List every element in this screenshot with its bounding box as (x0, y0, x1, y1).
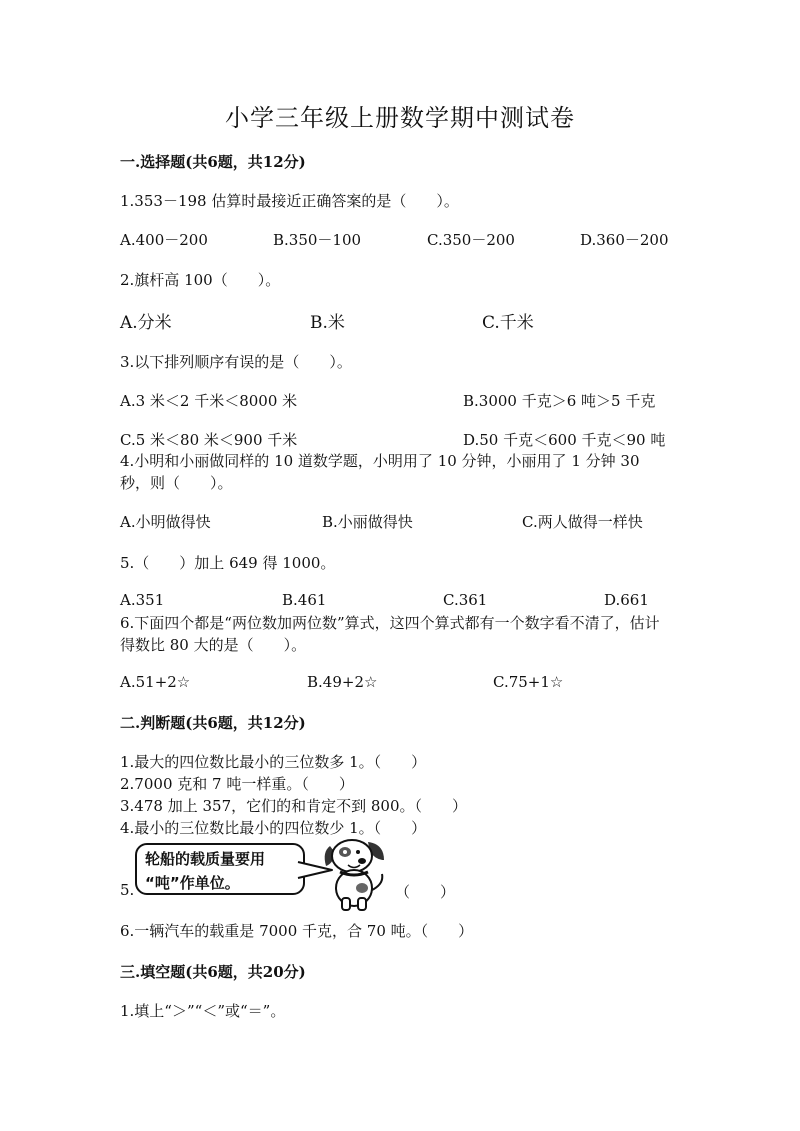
s1-q1-option-d: D.360－200 (580, 231, 669, 249)
speech-bubble-line1: 轮船的载质量要用 (145, 850, 266, 868)
s2-q5-answer-paren: （ ） (395, 883, 456, 901)
s1-q6-option-b: B.49+2☆ (307, 673, 378, 691)
s1-q4-text: 4.小明和小丽做同样的 10 道数学题，小明用了 10 分钟，小丽用了 1 分钟 30 秒，则（ ）。 (120, 452, 640, 492)
s3-q1-text: 1.填上“＞”“＜”或“＝”。 (120, 1002, 286, 1020)
s1-q4-option-b: B.小丽做得快 (322, 513, 413, 531)
s1-q3-option-d: D.50 千克＜600 千克＜90 吨 (463, 431, 666, 449)
s1-q2-text: 2.旗杆高 100（ ）。 (120, 271, 281, 289)
s1-q4-option-a: A.小明做得快 (120, 513, 211, 531)
s1-q6-option-c: C.75+1☆ (493, 673, 564, 691)
cartoon-dog-icon (318, 832, 390, 912)
s1-q2-option-b: B.米 (310, 313, 345, 333)
s1-q4-option-c: C.两人做得一样快 (522, 513, 643, 531)
s2-q4-text: 4.最小的三位数比最小的四位数少 1。（ ） (120, 819, 427, 837)
s2-q6-text: 6.一辆汽车的载重是 7000 千克，合 70 吨。（ ） (120, 922, 474, 940)
s1-q6-text: 6.下面四个都是“两位数加两位数”算式，这四个算式都有一个数字看不清了，估计得数比 80 大的是（ ）。 (120, 614, 660, 654)
s1-q5-option-d: D.661 (604, 591, 649, 609)
s2-q5-number: 5. (120, 881, 135, 899)
s1-q1-text: 1.353－198 估算时最接近正确答案的是（ ）。 (120, 192, 459, 210)
s2-q2-text: 2.7000 克和 7 吨一样重。（ ） (120, 775, 354, 793)
s1-q5-option-a: A.351 (120, 591, 165, 609)
speech-bubble (135, 843, 305, 895)
section2-heading: 二.判断题(共6题，共12分) (120, 714, 306, 732)
s2-q1-text: 1.最大的四位数比最小的三位数多 1。（ ） (120, 753, 427, 771)
section3-heading: 三.填空题(共6题，共20分) (120, 963, 306, 981)
s2-q3-text: 3.478 加上 357，它们的和肯定不到 800。（ ） (120, 797, 468, 815)
s1-q5-option-b: B.461 (282, 591, 327, 609)
s1-q3-option-c: C.5 米＜80 米＜900 千米 (120, 431, 298, 449)
page-title: 小学三年级上册数学期中测试卷 (225, 104, 575, 132)
section1-heading: 一.选择题(共6题，共12分) (120, 153, 306, 171)
s1-q3-option-a: A.3 米＜2 千米＜8000 米 (120, 392, 298, 410)
s1-q5-text: 5.（ ）加上 649 得 1000。 (120, 554, 336, 572)
s1-q2-option-c: C.千米 (482, 313, 534, 333)
s1-q1-option-c: C.350－200 (427, 231, 515, 249)
s1-q1-option-b: B.350－100 (273, 231, 362, 249)
s1-q6-option-a: A.51+2☆ (120, 673, 191, 691)
s1-q3-option-b: B.3000 千克＞6 吨＞5 千克 (463, 392, 656, 410)
speech-bubble-line2: “吨”作单位。 (145, 874, 240, 892)
s1-q3-text: 3.以下排列顺序有误的是（ ）。 (120, 353, 352, 371)
s1-q2-option-a: A.分米 (120, 313, 172, 333)
s1-q5-option-c: C.361 (443, 591, 488, 609)
s1-q1-option-a: A.400－200 (120, 231, 208, 249)
